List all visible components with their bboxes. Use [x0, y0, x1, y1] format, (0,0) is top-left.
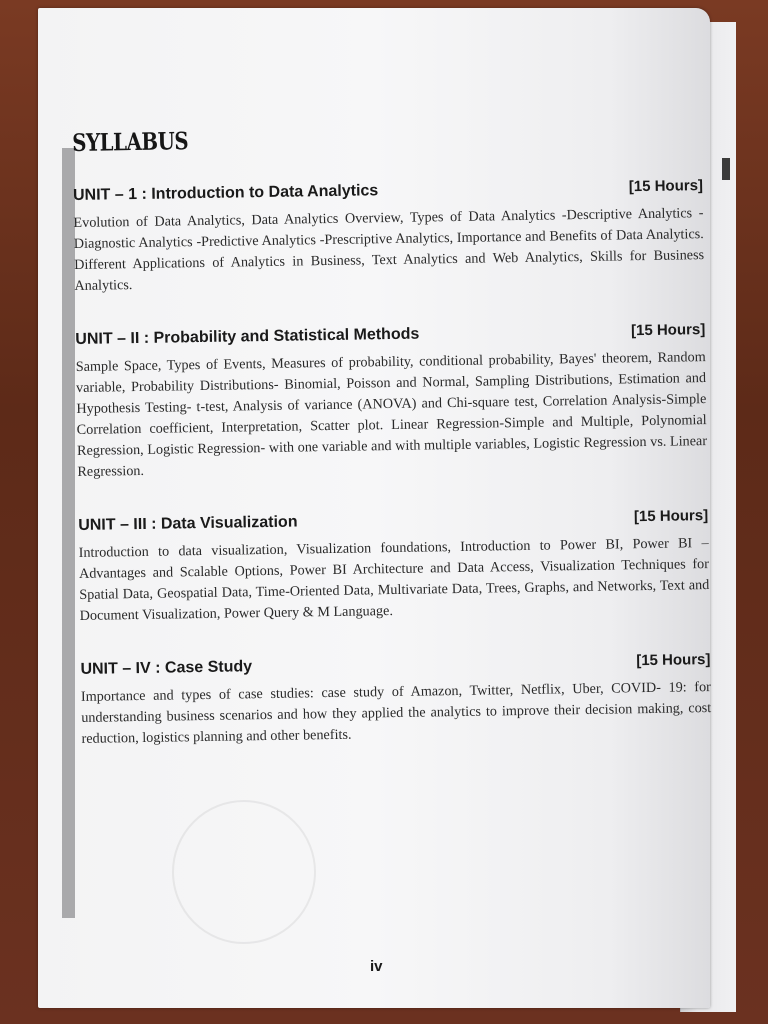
- unit-header: [78, 507, 708, 535]
- unit-4: [80, 651, 711, 750]
- unit-hours: [15 Hours]: [636, 651, 711, 670]
- page-number: iv: [370, 958, 383, 975]
- next-page-mark: [722, 158, 730, 180]
- unit-hours: [15 Hours]: [633, 507, 709, 526]
- unit-1: [73, 177, 705, 297]
- unit-header: [80, 651, 710, 679]
- unit-title: UNIT – 1 : Introduction to Data Analytics: [72, 182, 379, 204]
- unit-title: UNIT – II : Probability and Statistical Methods: [75, 325, 420, 348]
- faded-stamp: [172, 800, 316, 944]
- margin-bar: [62, 148, 75, 918]
- unit-description: Introduction to data visualization, Visualization foundations, Introduction to Power BI, Power BI – Advantages and Scalable Options, Power BI Architecture and Data Access, Visualization Techniques for Spatial Data, Geospatial Data, Time-Oriented Data, Multivariate Data, Trees, Graphs, and Networks, Text and Document Visualization, Power Query & M Language.: [78, 535, 710, 624]
- unit-hours: [15 Hours]: [630, 321, 706, 340]
- page-title: SYLLABUS: [72, 126, 189, 157]
- unit-hours: [15 Hours]: [628, 177, 704, 196]
- unit-description: Importance and types of case studies: case study of Amazon, Twitter, Netflix, Uber, COVID- 19: for understanding business scenarios and how they applied the analytics to improve their decision making, cost reduction, logistics planning and other benefits.: [80, 679, 712, 747]
- unit-header: [75, 321, 705, 349]
- syllabus-content: [72, 118, 712, 784]
- unit-title: UNIT – III : Data Visualization: [78, 513, 298, 534]
- unit-3: [78, 507, 710, 627]
- unit-description: Evolution of Data Analytics, Data Analytics Overview, Types of Data Analytics -Descriptive Analytics -Diagnostic Analytics -Predictive Analytics -Prescriptive Analytics, Importance and Benefits of Data Analytics. Different Applications of Analytics in Business, Text Analytics and Web Analytics, Skills for Business Analytics.: [73, 205, 705, 294]
- unit-title: UNIT – IV : Case Study: [80, 658, 253, 678]
- unit-description: Sample Space, Types of Events, Measures of probability, conditional probability, Bayes' theorem, Random variable, Probability Distributions- Binomial, Poisson and Normal, Sampling Distributions, Estimation and Hypothesis Testing- t-test, Analysis of variance (ANOVA) and Chi-square test, Correlation Analysis-Simple Correlation coefficient, Interpretation, Scatter plot. Linear Regression-Simple and Multiple, Polynomial Regression, Logistic Regression- with one variable and with multiple variables, Logistic Regression vs. Linear Regression.: [75, 349, 708, 480]
- unit-header: [73, 177, 703, 205]
- unit-2: [75, 321, 707, 483]
